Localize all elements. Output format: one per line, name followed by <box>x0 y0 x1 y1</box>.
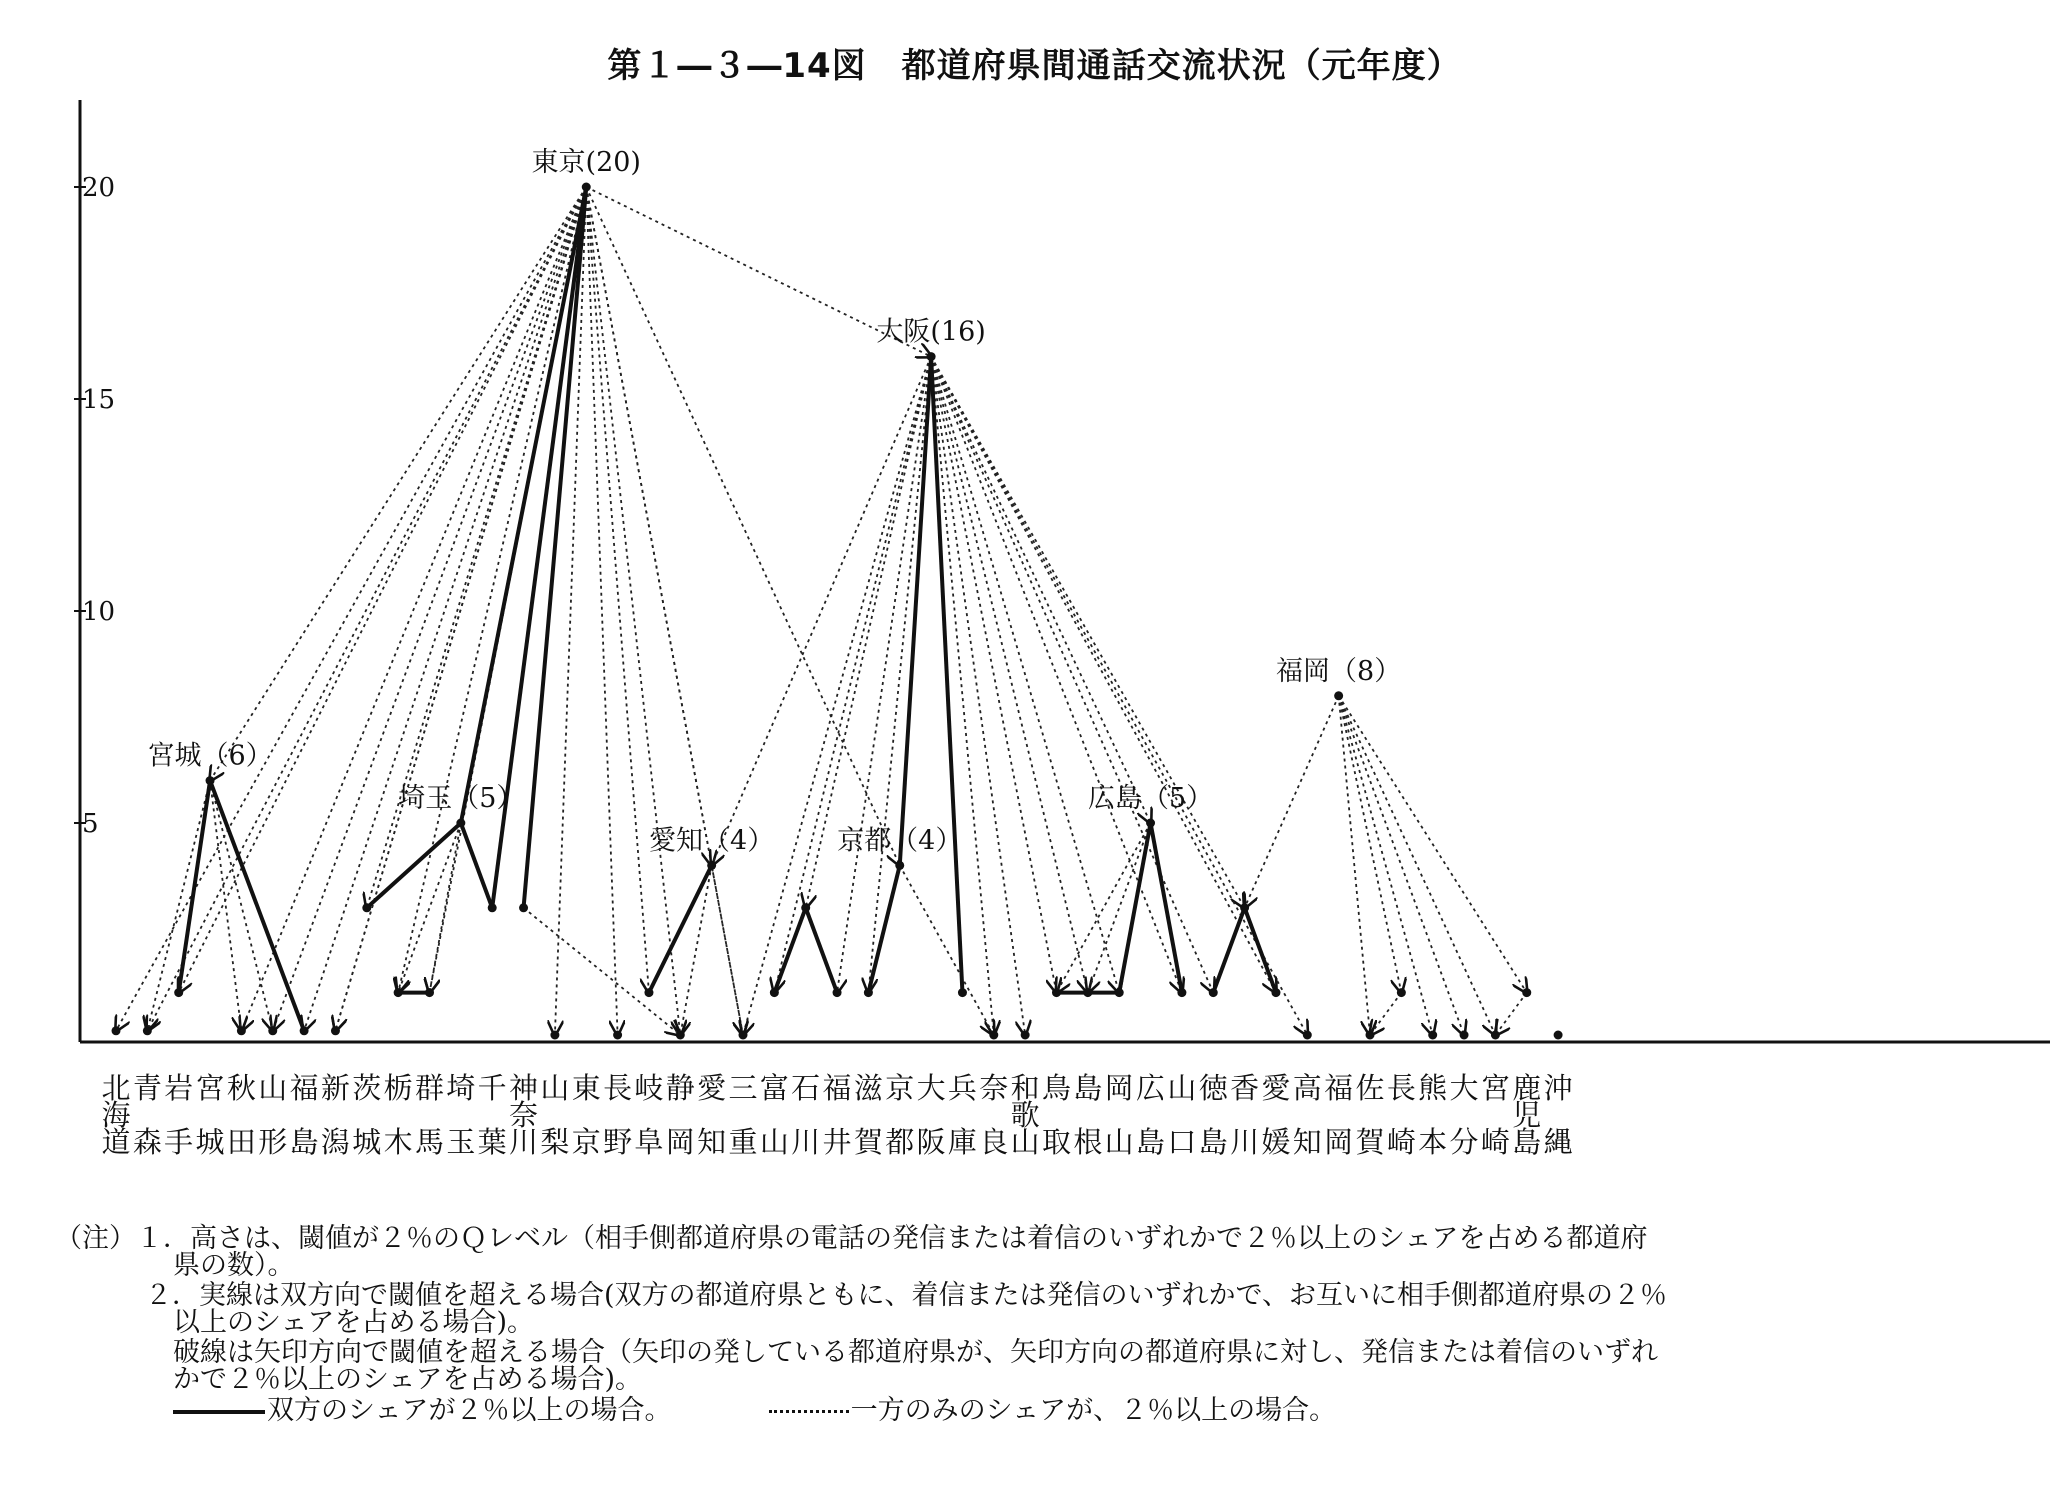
solid-link-hiroshima-yamaguchi <box>1151 823 1182 993</box>
prefecture-label-ibaraki: 茨 城 <box>352 1071 382 1159</box>
point-akita <box>237 1026 246 1035</box>
prefecture-label-chiba: 千 葉 <box>477 1071 507 1159</box>
prefecture-label-shimane: 島 根 <box>1073 1071 1103 1159</box>
dashed-link-osaka-tokushima <box>931 357 1213 993</box>
point-chiba <box>488 903 497 912</box>
point-hyogo <box>958 988 967 997</box>
point-saitama <box>456 819 465 828</box>
point-miyagi <box>206 776 215 785</box>
hub-label-osaka: 大阪(16) <box>876 316 986 348</box>
prefecture-label-hyogo: 兵 庫 <box>947 1071 977 1159</box>
point-gunma <box>425 988 434 997</box>
point-aomori <box>143 1026 152 1035</box>
dashed-link-hiroshima-shimane <box>1088 823 1151 993</box>
y-tick-label: 20 <box>82 173 116 203</box>
dashed-link-fukuoka-saga <box>1339 696 1370 1035</box>
note-line-5: 破線は矢印方向で閾値を超える場合（矢印の発している都道府県が、矢印方向の都道府県に対し、発信または着信のいずれ <box>173 1337 1658 1368</box>
prefecture-label-hiroshima: 広 島 <box>1136 1071 1166 1159</box>
point-yamaguchi <box>1177 988 1186 997</box>
dashed-link-fukuoka-nagasaki <box>1339 696 1402 993</box>
point-shiga <box>864 988 873 997</box>
prefecture-label-hokkaido: 北 海 道 <box>101 1071 131 1159</box>
point-aichi <box>707 861 716 870</box>
solid-link-toyama-ishikawa <box>774 908 805 993</box>
solid-link-aichi-gifu <box>649 865 712 992</box>
point-wakayama <box>1021 1031 1030 1040</box>
prefecture-label-kanagawa: 神 奈 川 <box>509 1071 539 1159</box>
prefecture-label-kumamoto: 熊 本 <box>1418 1071 1448 1159</box>
prefecture-label-yamaguchi: 山 口 <box>1167 1071 1197 1159</box>
point-hokkaido <box>112 1026 121 1035</box>
dashed-link-osaka-ehime <box>931 357 1276 993</box>
prefecture-label-gunma: 群 馬 <box>414 1071 444 1159</box>
dashed-link-osaka-mie <box>743 357 931 1035</box>
prefecture-label-okinawa: 沖 縄 <box>1543 1071 1573 1159</box>
prefecture-label-saga: 佐 賀 <box>1355 1071 1385 1159</box>
point-yamanashi <box>550 1031 559 1040</box>
point-toyama <box>770 988 779 997</box>
point-shimane <box>1083 988 1092 997</box>
dashed-link-kanagawa-shizuoka <box>524 908 681 1035</box>
dashed-link-tokyo-miyagi <box>210 187 586 781</box>
point-kochi <box>1303 1031 1312 1040</box>
hub-label-aichi: 愛知（4） <box>649 825 775 857</box>
point-ehime <box>1271 988 1280 997</box>
dashed-link-osaka-yamaguchi <box>931 357 1182 993</box>
hub-label-tokyo: 東京(20) <box>531 147 641 178</box>
dashed-link-osaka-aichi <box>712 357 931 866</box>
prefecture-label-miyagi: 宮 城 <box>195 1071 225 1159</box>
point-yamagata <box>268 1026 277 1035</box>
dashed-link-osaka-hiroshima <box>931 357 1150 823</box>
dashed-link-tokyo-tochigi <box>398 187 586 993</box>
solid-link-kyoto-shiga <box>868 865 899 992</box>
point-nagasaki <box>1397 988 1406 997</box>
dashed-link-fukuoka-kumamoto <box>1339 696 1433 1035</box>
point-okayama <box>1115 988 1124 997</box>
dashed-link-miyagi-yamagata <box>210 781 273 1031</box>
prefecture-label-tokyo: 東 京 <box>571 1071 601 1159</box>
point-tottori <box>1052 988 1061 997</box>
prefecture-label-iwate: 岩 手 <box>164 1071 194 1159</box>
note-line-2: 県の数）。 <box>173 1250 295 1281</box>
point-hiroshima <box>1146 819 1155 828</box>
prefecture-label-akita: 秋 田 <box>226 1071 256 1159</box>
prefecture-label-kyoto: 京 都 <box>885 1071 915 1159</box>
point-kagoshima <box>1522 988 1531 997</box>
dashed-link-tokyo-shizuoka <box>586 187 680 1035</box>
point-osaka <box>927 352 936 361</box>
y-tick-label: 5 <box>82 809 99 839</box>
solid-link-miyagi-iwate <box>179 781 210 993</box>
hub-label-saitama: 埼玉（5） <box>398 783 524 814</box>
solid-link-kagawa-tokushima <box>1213 908 1244 993</box>
point-tochigi <box>394 988 403 997</box>
dashed-link-fukuoka-miyazaki <box>1339 696 1496 1035</box>
note-line-6: かで２％以上のシェアを占める場合)。 <box>173 1364 642 1395</box>
hub-label-fukuoka: 福岡（8） <box>1276 655 1402 687</box>
prefecture-label-mie: 三 重 <box>728 1071 758 1159</box>
dashed-link-osaka-shimane <box>931 357 1088 993</box>
legend-solid-swatch <box>173 1410 265 1414</box>
dashed-link-fukuoka-kagoshima <box>1339 696 1527 993</box>
point-nara <box>989 1031 998 1040</box>
point-iwate <box>174 988 183 997</box>
dashed-link-fukuoka-kagawa <box>1245 696 1339 908</box>
prefecture-label-ehime: 愛 媛 <box>1261 1071 1291 1159</box>
point-ishikawa <box>801 903 810 912</box>
prefecture-label-fukuoka: 福 岡 <box>1324 1071 1354 1159</box>
solid-link-saitama-chiba <box>461 823 492 908</box>
point-fukuoka <box>1334 691 1343 700</box>
point-ibaraki <box>362 903 371 912</box>
prefecture-label-nagasaki: 長 崎 <box>1386 1071 1416 1159</box>
note-line-4: 以上のシェアを占める場合)。 <box>173 1307 534 1338</box>
prefecture-label-fukushima: 福 島 <box>289 1071 319 1159</box>
solid-link-ishikawa-fukui <box>806 908 837 993</box>
dashed-link-osaka-nara <box>931 357 994 1035</box>
point-tokyo <box>582 183 591 192</box>
point-saga <box>1366 1031 1375 1040</box>
prefecture-label-saitama: 埼 玉 <box>446 1071 476 1159</box>
note-line-1: （注）１．高さは、閾値が２％のＱレベル（相手側都道府県の電話の発信または着信のいずれかで２％以上のシェアを占める都道府 <box>55 1223 1648 1254</box>
legend-dashed-label: 一方のみのシェアが、２％以上の場合。 <box>850 1395 1337 1426</box>
prefecture-label-okayama: 岡 山 <box>1104 1071 1134 1159</box>
dashed-link-osaka-kagawa <box>931 357 1245 908</box>
point-niigata <box>331 1026 340 1035</box>
prefecture-label-oita: 大 分 <box>1449 1071 1479 1159</box>
solid-link-hiroshima-okayama <box>1119 823 1150 993</box>
dashed-link-kagoshima-miyazaki <box>1495 993 1526 1035</box>
solid-link-osaka-kyoto <box>900 357 931 866</box>
legend-row <box>173 1397 1336 1424</box>
point-okinawa <box>1554 1031 1563 1040</box>
prefecture-label-yamanashi: 山 梨 <box>540 1071 570 1159</box>
prefecture-label-kagawa: 香 川 <box>1230 1071 1260 1159</box>
point-tokushima <box>1209 988 1218 997</box>
dashed-link-tokyo-hokkaido <box>116 187 586 1031</box>
dashed-link-tokyo-nagano <box>586 187 617 1035</box>
solid-link-osaka-hyogo <box>931 357 962 993</box>
prefecture-label-gifu: 岐 阜 <box>634 1071 664 1159</box>
prefecture-label-aomori: 青 森 <box>132 1071 162 1159</box>
prefecture-label-aichi: 愛 知 <box>697 1071 727 1159</box>
dashed-link-fukuoka-oita <box>1339 696 1464 1035</box>
point-kanagawa <box>519 903 528 912</box>
point-nagano <box>613 1031 622 1040</box>
point-shizuoka <box>676 1031 685 1040</box>
solid-link-kagawa-ehime <box>1245 908 1276 993</box>
point-kagawa <box>1240 903 1249 912</box>
figure-title: 第１―３―14図 都道府県間通話交流状況（元年度） <box>607 46 1462 86</box>
dashed-link-tokyo-kyoto <box>586 187 900 865</box>
dashed-link-osaka-shiga <box>868 357 931 993</box>
prefecture-label-toyama: 富 山 <box>759 1071 789 1159</box>
point-kyoto <box>895 861 904 870</box>
y-tick-label: 10 <box>82 597 116 627</box>
hub-label-hiroshima: 広島（5） <box>1087 783 1214 814</box>
prefecture-label-shizuoka: 静 岡 <box>665 1071 695 1159</box>
dashed-link-osaka-toyama <box>774 357 931 993</box>
dashed-link-osaka-kochi <box>931 357 1307 1035</box>
prefecture-label-osaka: 大 阪 <box>916 1071 946 1159</box>
legend-dashed-swatch <box>769 1410 849 1413</box>
prefecture-label-niigata: 新 潟 <box>320 1071 350 1159</box>
solid-link-tokyo-saitama <box>461 187 586 823</box>
dashed-link-tokyo-gifu <box>586 187 649 993</box>
prefecture-label-shiga: 滋 賀 <box>853 1071 883 1159</box>
legend-solid-label: 双方のシェアが２％以上の場合。 <box>267 1395 672 1426</box>
solid-link-ibaraki-saitama <box>367 823 461 908</box>
dashed-link-kyoto-nara <box>900 865 994 1035</box>
dashed-link-osaka-tottori <box>931 357 1056 993</box>
point-mie <box>739 1031 748 1040</box>
prefecture-label-fukui: 福 井 <box>822 1071 852 1159</box>
point-kumamoto <box>1428 1031 1437 1040</box>
point-oita <box>1460 1031 1469 1040</box>
point-fukui <box>833 988 842 997</box>
prefecture-label-tokushima: 徳 島 <box>1198 1071 1228 1159</box>
dashed-link-tokyo-fukushima <box>304 187 586 1031</box>
point-gifu <box>644 988 653 997</box>
dashed-link-nagasaki-saga <box>1370 993 1401 1035</box>
prefecture-label-miyazaki: 宮 崎 <box>1480 1071 1510 1159</box>
point-fukushima <box>300 1026 309 1035</box>
point-miyazaki <box>1491 1031 1500 1040</box>
prefecture-label-kochi: 高 知 <box>1292 1071 1322 1159</box>
hub-label-miyagi: 宮城（6） <box>147 740 273 772</box>
dashed-link-aichi-shizuoka <box>680 865 711 1035</box>
dashed-link-saitama-tochigi <box>398 823 461 993</box>
prefecture-label-kagoshima: 鹿 児 島 <box>1512 1071 1542 1159</box>
prefecture-label-nara: 奈 良 <box>979 1071 1009 1159</box>
prefecture-label-ishikawa: 石 川 <box>791 1071 821 1159</box>
note-line-3: ２．実線は双方向で閾値を超える場合(双方の都道府県ともに、着信または発信のいずれかで、お互いに相手側都道府県の２％ <box>145 1280 1667 1311</box>
prefecture-label-yamagata: 山 形 <box>258 1071 288 1159</box>
hub-label-kyoto: 京都（4） <box>837 825 963 857</box>
prefecture-label-tochigi: 栃 木 <box>383 1071 413 1159</box>
dashed-link-tokyo-akita <box>241 187 586 1031</box>
prefecture-label-tottori: 鳥 取 <box>1041 1071 1071 1159</box>
y-tick-label: 15 <box>82 385 116 415</box>
prefecture-label-wakayama: 和 歌 山 <box>1010 1071 1040 1159</box>
prefecture-label-nagano: 長 野 <box>603 1071 633 1159</box>
